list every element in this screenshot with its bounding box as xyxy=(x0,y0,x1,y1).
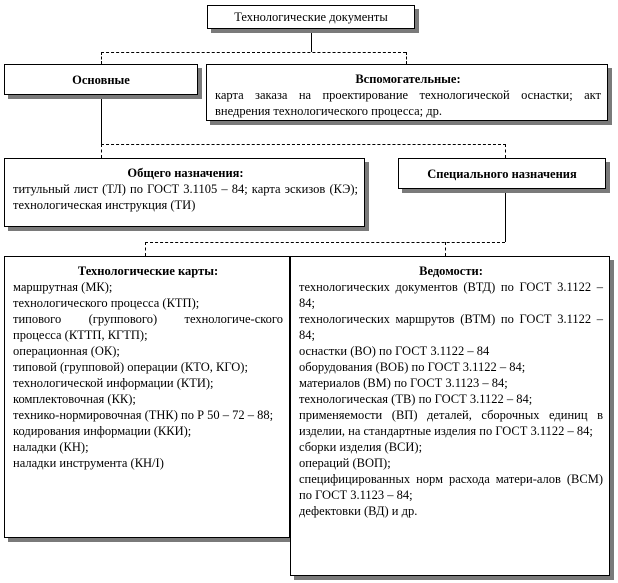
cards-item: типового (группового) технологиче-ского процесса (КТТП, КГТП); xyxy=(13,312,283,342)
aux-connector xyxy=(406,52,407,64)
cards-box xyxy=(4,256,290,538)
cards-item: типовой (групповой) операции (КТО, КГО); xyxy=(13,360,248,374)
root-title: Технологические документы xyxy=(234,10,388,24)
general-text: титульный лист (ТЛ) по ГОСТ 3.1105 – 84; карта эскизов (КЭ); технологическая инструкция (ТИ) xyxy=(13,182,358,212)
statements-item: технологических документов (ВТД) по ГОСТ 3.1122 – 84; xyxy=(299,280,603,310)
cards-item: наладки (КН); xyxy=(13,440,89,454)
cards-connector xyxy=(145,242,146,256)
cards-item: операционная (ОК); xyxy=(13,344,120,358)
special-title: Специального назначения xyxy=(427,166,577,181)
special-connector xyxy=(505,144,506,158)
statements-title: Ведомости: xyxy=(419,264,483,278)
cards-item: комплектовочная (КК); xyxy=(13,392,136,406)
statements-item: дефектовки (ВД) и др. xyxy=(299,504,418,518)
general-title: Общего назначения: xyxy=(127,166,244,180)
statements-item: оснастки (ВО) по ГОСТ 3.1122 – 84 xyxy=(299,344,490,358)
statements-item: материалов (ВМ) по ГОСТ 3.1123 – 84; xyxy=(299,376,508,390)
main-down-connector xyxy=(101,94,102,144)
statements-item: оборудования (ВОБ) по ГОСТ 3.1122 – 84; xyxy=(299,360,526,374)
aux-text: карта заказа на проектирование технологической оснастки; акт внедрения технологического процесса; др. xyxy=(215,88,601,118)
statements-item: операций (ВОП); xyxy=(299,456,391,470)
cards-item: маршрутная (МК); xyxy=(13,280,113,294)
general-box xyxy=(4,158,365,227)
cards-item: технологической информации (КТИ); xyxy=(13,376,214,390)
cards-item: кодирования информации (ККИ); xyxy=(13,424,192,438)
root-connector xyxy=(311,28,312,52)
aux-title: Вспомогательные: xyxy=(355,72,461,86)
level2-bracket xyxy=(101,144,506,145)
general-connector xyxy=(101,144,102,158)
statements-item: специфицированных норм расхода матери-алов (ВСМ) по ГОСТ 3.1123 – 84; xyxy=(299,472,603,502)
special-box xyxy=(398,158,606,189)
main-title: Основные xyxy=(72,72,130,87)
level3-bracket xyxy=(145,242,505,243)
statements-item: технологических маршрутов (ВТМ) по ГОСТ 3.1122 – 84; xyxy=(299,312,603,342)
statements-box xyxy=(290,256,610,576)
root-box xyxy=(207,5,415,29)
special-down-connector xyxy=(505,188,506,242)
main-connector xyxy=(101,52,102,64)
cards-item: наладки инструмента (КН/I) xyxy=(13,456,164,470)
main-box xyxy=(4,64,198,95)
statements-item: сборки изделия (ВСИ); xyxy=(299,440,423,454)
aux-box xyxy=(206,64,608,121)
level1-bracket xyxy=(101,52,406,53)
cards-item: технологического процесса (КТП); xyxy=(13,296,200,310)
cards-title: Технологические карты: xyxy=(77,264,219,278)
cards-item: технико-нормировочная (ТНК) по Р 50 – 72 – 88; xyxy=(13,408,274,422)
statements-connector xyxy=(445,242,446,256)
statements-item: применяемости (ВП) деталей, сборочных единиц в изделии, на стандартные изделия по ГОСТ 3.1122 – 84; xyxy=(299,408,603,438)
statements-item: технологическая (ТВ) по ГОСТ 3.1122 – 84; xyxy=(299,392,533,406)
